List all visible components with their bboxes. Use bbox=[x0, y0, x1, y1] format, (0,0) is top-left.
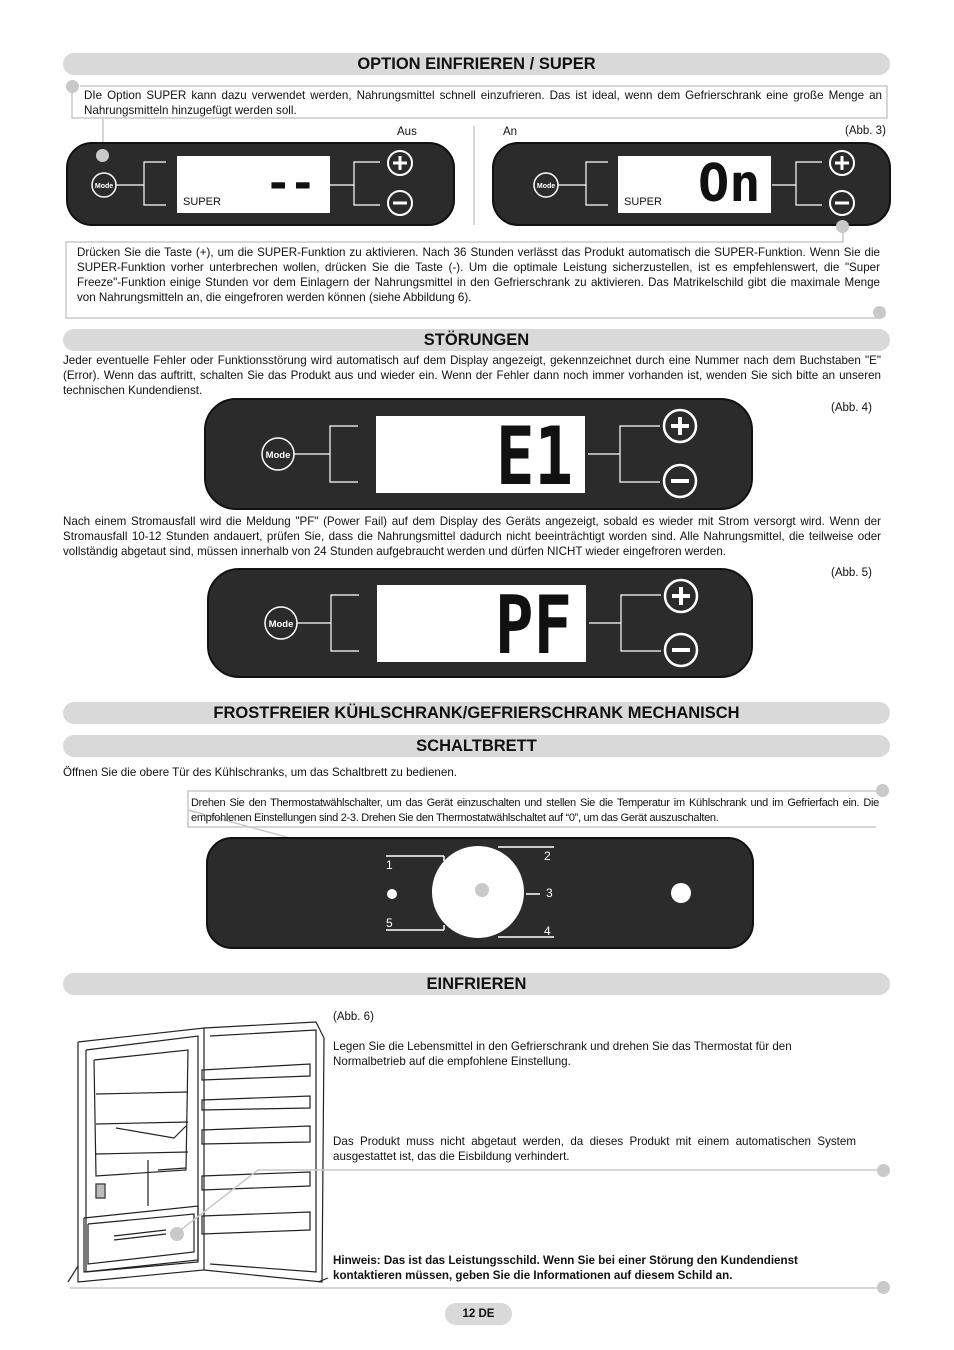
freeze-p2: Das Produkt muss nicht abgetaut werden, da dieses Produkt mit einem automatischen System ausgestattet ist, das die Eisbildung verhindert. bbox=[333, 1135, 856, 1163]
lcd-display: E1 bbox=[496, 410, 574, 503]
errors-body-1: Jeder eventuelle Fehler oder Funktionsstörung wird automatisch auf dem Display angezeigt, gekennzeichnet durch eine Nummer nach dem Buchstaben "E" (Error). Wenn das auftritt, schalten Sie das Produkt aus und wieder ein. Wenn der Fehler dann noch immer vorhanden ist, wenden Sie sich bitte an unseren technischen Kundendienst. bbox=[63, 354, 881, 397]
svg-text:Mode: Mode bbox=[265, 450, 291, 461]
svg-text:Mode: Mode bbox=[536, 183, 556, 190]
fig-ref-4: (Abb. 4) bbox=[831, 402, 872, 414]
callout-dot bbox=[877, 1164, 890, 1177]
section-title-frostfree: FROSTFREIER KÜHLSCHRANK/GEFRIERSCHRANK MECHANISCH bbox=[63, 702, 890, 724]
fig-ref-6: (Abb. 6) bbox=[333, 1011, 374, 1023]
section-title-control: SCHALTBRETT bbox=[63, 735, 890, 757]
dial-number-1: 1 bbox=[386, 858, 393, 872]
lcd-label: SUPER bbox=[183, 196, 221, 208]
lcd-label: SUPER bbox=[624, 196, 662, 208]
control-callout: Drehen Sie den Thermostatwählschalter, um das Gerät einzuschalten und stellen Sie die Temperatur im Kühlschrank und im Gefrierfach ein. Die empfohlenen Einstellungen sind 2-3. Drehen Sie den Thermostatwählschaltet auf “0”, um das Gerät auszuschalten. bbox=[191, 797, 879, 824]
dial-number-5: 5 bbox=[386, 916, 393, 930]
lcd-display: PF bbox=[495, 579, 573, 672]
lcd-display: On bbox=[698, 154, 761, 214]
svg-text:Mode: Mode bbox=[268, 619, 294, 630]
fig-ref-5: (Abb. 5) bbox=[831, 567, 872, 579]
label-on: An bbox=[503, 126, 518, 138]
super-intro: DIe Option SUPER kann dazu verwendet werden, Nahrungsmittel schnell einzufrieren. Das ist ideal, wenn dem Gefrierschrank eine große Menge an Nahrungsmitteln hinzugefügt werden soll. bbox=[84, 89, 882, 117]
section-title-super: OPTION EINFRIEREN / SUPER bbox=[63, 53, 890, 75]
label-off: Aus bbox=[397, 126, 417, 138]
control-body: Öffnen Sie die obere Tür des Kühlschranks, um das Schaltbrett zu bedienen. bbox=[63, 766, 457, 779]
fig-ref-3: (Abb. 3) bbox=[845, 125, 886, 137]
lcd-display: -- bbox=[265, 158, 314, 209]
errors-body-2: Nach einem Stromausfall wird die Meldung "PF" (Power Fail) auf dem Display des Geräts angezeigt, sobald es wieder mit Strom versorgt wird. Wenn der Stromausfall 10-12 Stunden andauert, prüfen Sie, dass die Nahrungsmittel dadurch nicht beeinträchtigt worden sind. Alle Nahrungsmittel, die teilweise oder vollständig abgetaut sind, müssen innerhalb von 24 Stunden aufgebraucht werden und dürfen NICHT wieder eingefroren werden. bbox=[63, 515, 881, 558]
freeze-p1: Legen Sie die Lebensmittel in den Gefrierschrank und drehen Sie das Thermostat für den Normalbetrieb auf die empfohlene Einstellung. bbox=[333, 1040, 792, 1068]
page-number: 12 DE bbox=[445, 1303, 512, 1325]
dial-number-4: 4 bbox=[544, 924, 551, 938]
dial-number-2: 2 bbox=[544, 849, 551, 863]
svg-text:Mode: Mode bbox=[94, 183, 114, 190]
callout-dot bbox=[877, 1281, 890, 1294]
freeze-note: Hinweis: Das ist das Leistungsschild. Wenn Sie bei einer Störung den Kundendienst kontaktieren müssen, geben Sie die Informationen auf diesem Schild an. bbox=[333, 1254, 798, 1282]
section-title-errors: STÖRUNGEN bbox=[63, 329, 890, 351]
super-body: Drücken Sie die Taste (+), um die SUPER-Funktion zu aktivieren. Nach 36 Stunden verlässt das Produkt automatisch die SUPER-Funktion. Wenn Sie die SUPER-Funktion vorher unterbrechen wollen, drücken Sie die Taste (-). Um die optimale Leistung sicherzustellen, ist es empfehlenswert, die "Super Freeze"-Funktion einige Stunden vor dem Einlagern der Nahrungsmittel in den Gefrierschrank zu aktivieren. Das Matrikelschild gibt die maximale Menge von Nahrungsmitteln an, die eingefroren werden können (siehe Abbildung 6). bbox=[77, 246, 880, 304]
dial-number-3: 3 bbox=[546, 886, 553, 900]
section-title-freeze: EINFRIEREN bbox=[63, 973, 890, 995]
